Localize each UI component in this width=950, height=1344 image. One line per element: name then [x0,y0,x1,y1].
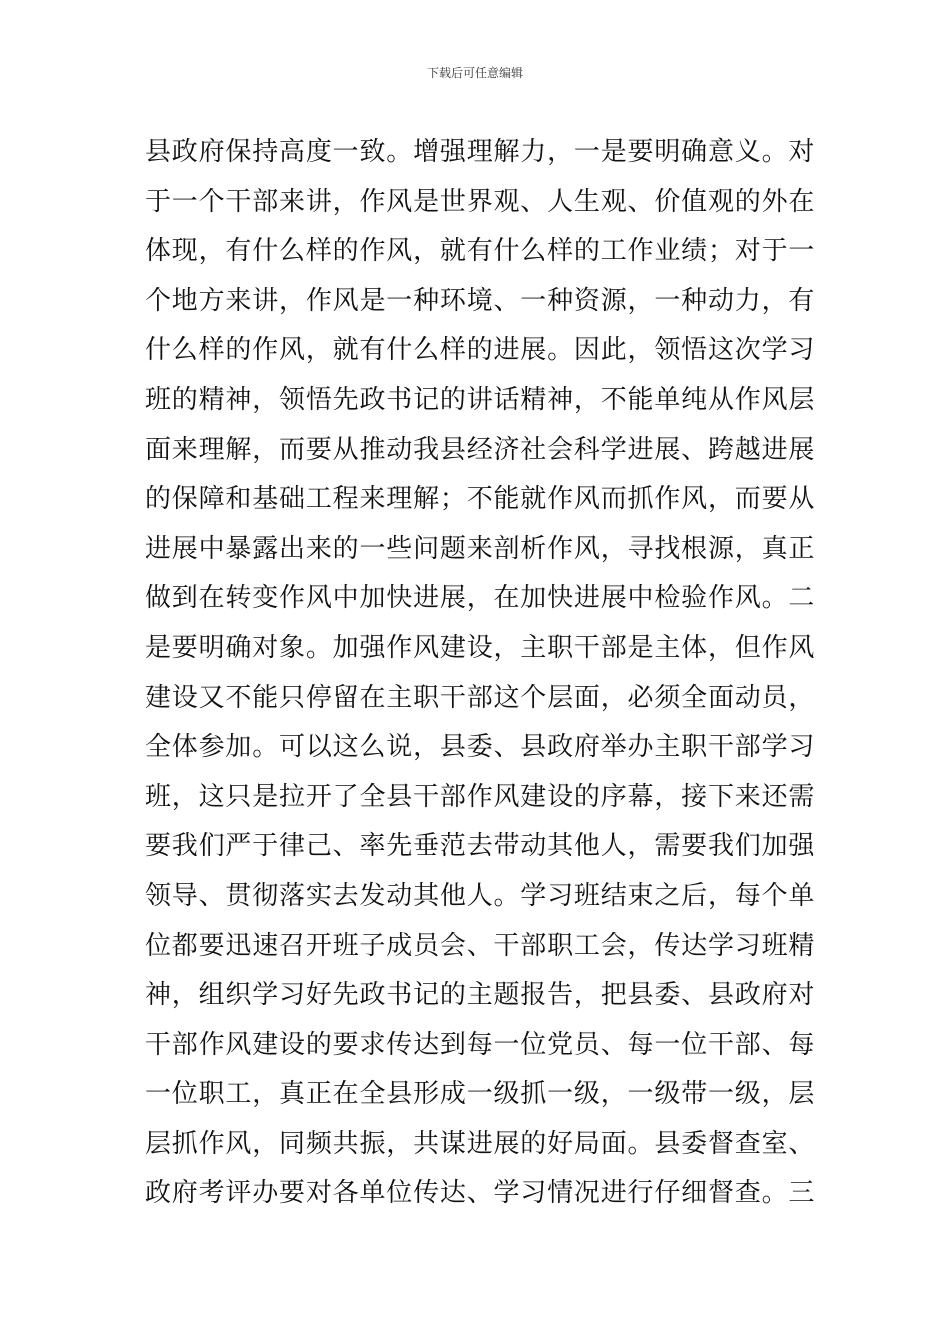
text-line: 什么样的作风，就有什么样的进展。因此，领悟这次学习 [145,335,815,366]
text-line: 是要明确对象。加强作风建设，主职干部是主体，但作风 [145,632,815,663]
text-line: 一位职工，真正在全县形成一级抓一级，一级带一级，层 [145,1079,815,1110]
body-text [145,128,815,1219]
text-line: 班，这只是拉开了全县干部作风建设的序幕，接下来还需 [145,781,815,812]
text-line: 的保障和基础工程来理解；不能就作风而抓作风，而要从 [145,484,815,515]
text-line: 全体参加。可以这么说，县委、县政府举办主职干部学习 [145,732,815,763]
text-line: 领导、贯彻落实去发动其他人。学习班结束之后，每个单 [145,880,815,911]
text-line: 做到在转变作风中加快进展，在加快进展中检验作风。二 [145,583,815,614]
text-line: 干部作风建设的要求传达到每一位党员、每一位干部、每 [145,1029,815,1060]
text-line: 面来理解，而要从推动我县经济社会科学进展、跨越进展 [145,434,815,465]
text-line: 神，组织学习好先政书记的主题报告，把县委、县政府对 [145,980,815,1011]
text-line: 政府考评办要对各单位传达、学习情况进行仔细督查。三 [145,1178,815,1209]
text-line: 进展中暴露出来的一些问题来剖析作风，寻找根源，真正 [145,533,815,564]
text-line: 体现，有什么样的作风，就有什么样的工作业绩；对于一 [145,236,815,267]
text-line: 个地方来讲，作风是一种环境、一种资源，一种动力，有 [145,285,815,316]
text-line: 县政府保持高度一致。增强理解力，一是要明确意义。对 [145,137,815,167]
header-note: 下载后可任意编辑 [426,66,523,80]
text-line: 层抓作风，同频共振，共谋进展的好局面。县委督查室、 [145,1128,815,1159]
text-line: 于一个干部来讲，作风是世界观、人生观、价值观的外在 [145,186,815,217]
text-line: 班的精神，领悟先政书记的讲话精神，不能单纯从作风层 [145,384,815,415]
text-line: 建设又不能只停留在主职干部这个层面，必须全面动员， [145,682,815,713]
text-line: 要我们严于律己、率先垂范去带动其他人，需要我们加强 [145,831,815,862]
text-line: 位都要迅速召开班子成员会、干部职工会，传达学习班精 [145,930,815,961]
